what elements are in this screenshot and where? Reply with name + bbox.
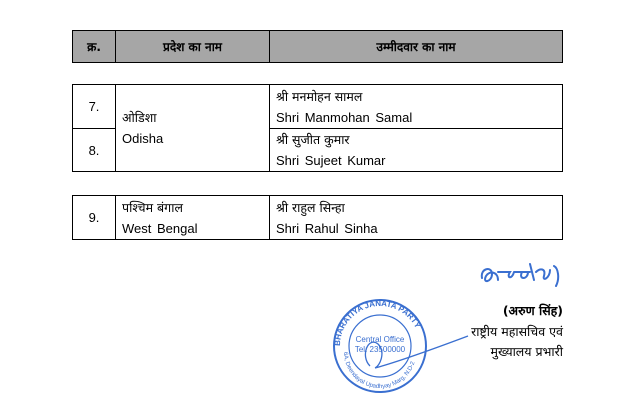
state-english: West Bengal bbox=[122, 220, 198, 236]
signatory-title-2: मुख्यालय प्रभारी bbox=[490, 344, 563, 359]
signatory-title-1: राष्ट्रीय महासचिव एवं bbox=[471, 324, 563, 339]
party-stamp bbox=[330, 296, 470, 396]
candidate-english: Shri Sujeet Kumar bbox=[276, 153, 386, 168]
candidate-hindi: श्री राहुल सिन्हा bbox=[276, 199, 345, 215]
candidate-english: Shri Manmohan Samal bbox=[276, 109, 413, 125]
candidate-hindi: श्री मनमोहन सामल bbox=[276, 88, 363, 104]
candidate-english: Shri Rahul Sinha bbox=[276, 220, 378, 236]
table-row bbox=[73, 85, 563, 129]
state-english: Odisha bbox=[122, 131, 164, 146]
stamp-address: 6A, Deendayal Upadhyay Marg, N.D-2 bbox=[341, 351, 417, 391]
candidate-hindi: श्री सुजीत कुमार bbox=[276, 132, 350, 147]
signatory-name: (अरुण सिंह) bbox=[502, 303, 563, 318]
serial: 8. bbox=[73, 129, 116, 172]
handwritten-signature bbox=[478, 258, 568, 292]
stamp-ring-text: BHARATIYA JANATA PARTY bbox=[332, 298, 423, 347]
serial: 9. bbox=[73, 196, 116, 240]
header-candidate: उम्मीदवार का नाम bbox=[270, 31, 563, 63]
header-state: प्रदेश का नाम bbox=[116, 31, 270, 63]
candidate-cell bbox=[270, 196, 563, 240]
stamp-tel: Tel: 23500000 bbox=[354, 345, 406, 354]
table-header bbox=[72, 30, 563, 63]
candidate-cell bbox=[270, 85, 563, 129]
state-cell bbox=[116, 85, 270, 172]
state-hindi: ओडिशा bbox=[122, 110, 157, 125]
west-bengal-table bbox=[72, 195, 563, 240]
state-hindi: पश्चिम बंगाल bbox=[122, 199, 183, 215]
candidate-cell bbox=[270, 129, 563, 172]
odisha-table bbox=[72, 84, 563, 172]
table-row bbox=[73, 196, 563, 240]
stamp-center-office: Central Office bbox=[355, 335, 405, 344]
state-cell bbox=[116, 196, 270, 240]
serial: 7. bbox=[73, 85, 116, 129]
header-serial: क्र. bbox=[73, 31, 116, 63]
